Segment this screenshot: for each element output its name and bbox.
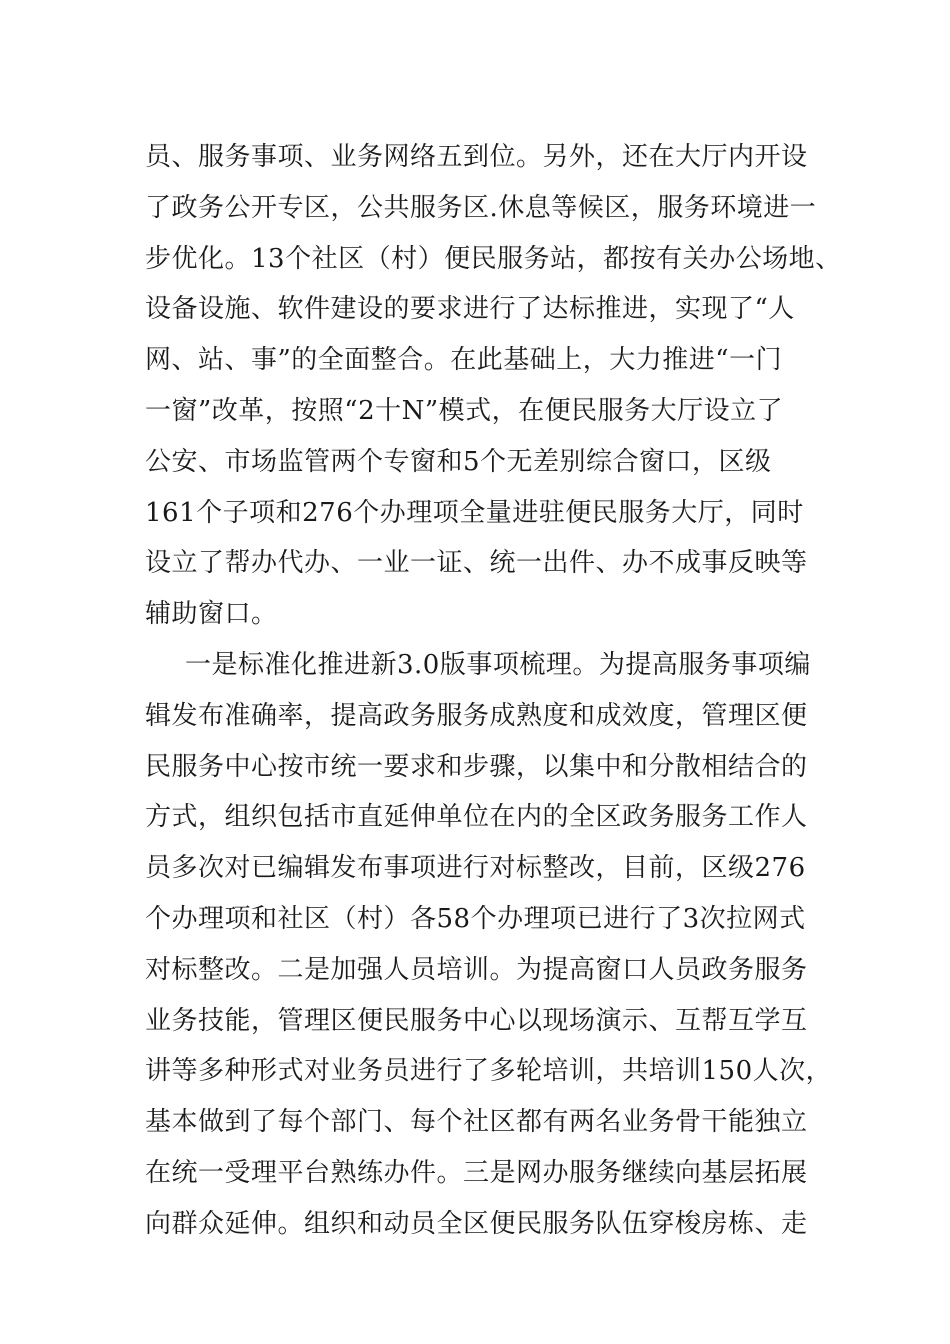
text-line: 个办理项和社区（村）各58个办理项已进行了3次拉网式 <box>145 903 806 934</box>
text-line: 设立了帮办代办、一业一证、统一出件、办不成事反映等 <box>145 548 808 579</box>
text-line: 161个子项和276个办理项全量进驻便民服务大厅，同时 <box>145 497 804 528</box>
text-line: 了政务公开专区，公共服务区.休息等候区，服务环境进一 <box>145 192 817 223</box>
text-line: 辑发布准确率，提高政务服务成熟度和成效度，管理区便 <box>145 700 808 731</box>
text-line: 辅助窗口。 <box>145 599 278 630</box>
text-line: 方式，组织包括市直延伸单位在内的全区政务服务工作人 <box>145 802 808 833</box>
text-line: 一窗”改革，按照“2十N”模式，在便民服务大厅设立了 <box>145 395 784 426</box>
body-text <box>145 132 842 1250</box>
text-line: 讲等多种形式对业务员进行了多轮培训，共培训150人次， <box>145 1056 833 1087</box>
paragraph-start-line: 一是标准化推进新3.0版事项梳理。为提高服务事项编 <box>185 649 811 680</box>
text-line: 向群众延伸。组织和动员全区便民服务队伍穿梭房栋、走 <box>145 1208 808 1239</box>
text-line: 设备设施、软件建设的要求进行了达标推进，实现了“人 <box>145 294 795 325</box>
text-line: 员、服务事项、业务网络五到位。另外，还在大厅内开设 <box>145 142 808 172</box>
text-line: 员多次对已编辑发布事项进行对标整改，目前，区级276 <box>145 853 806 884</box>
text-line: 业务技能，管理区便民服务中心以现场演示、互帮互学互 <box>145 1005 808 1036</box>
text-line: 对标整改。二是加强人员培训。为提高窗口人员政务服务 <box>145 954 808 985</box>
text-line: 公安、市场监管两个专窗和5个无差别综合窗口，区级 <box>145 446 772 477</box>
text-line: 在统一受理平台熟练办件。三是网办服务继续向基层拓展 <box>145 1157 808 1188</box>
text-line: 步优化。13个社区（村）便民服务站，都按有关办公场地、 <box>145 243 842 274</box>
text-line: 网、站、事”的全面整合。在此基础上，大力推进“一门 <box>145 345 783 376</box>
text-line: 基本做到了每个部门、每个社区都有两名业务骨干能独立 <box>145 1107 808 1138</box>
text-line: 民服务中心按市统一要求和步骤，以集中和分散相结合的 <box>145 751 808 782</box>
